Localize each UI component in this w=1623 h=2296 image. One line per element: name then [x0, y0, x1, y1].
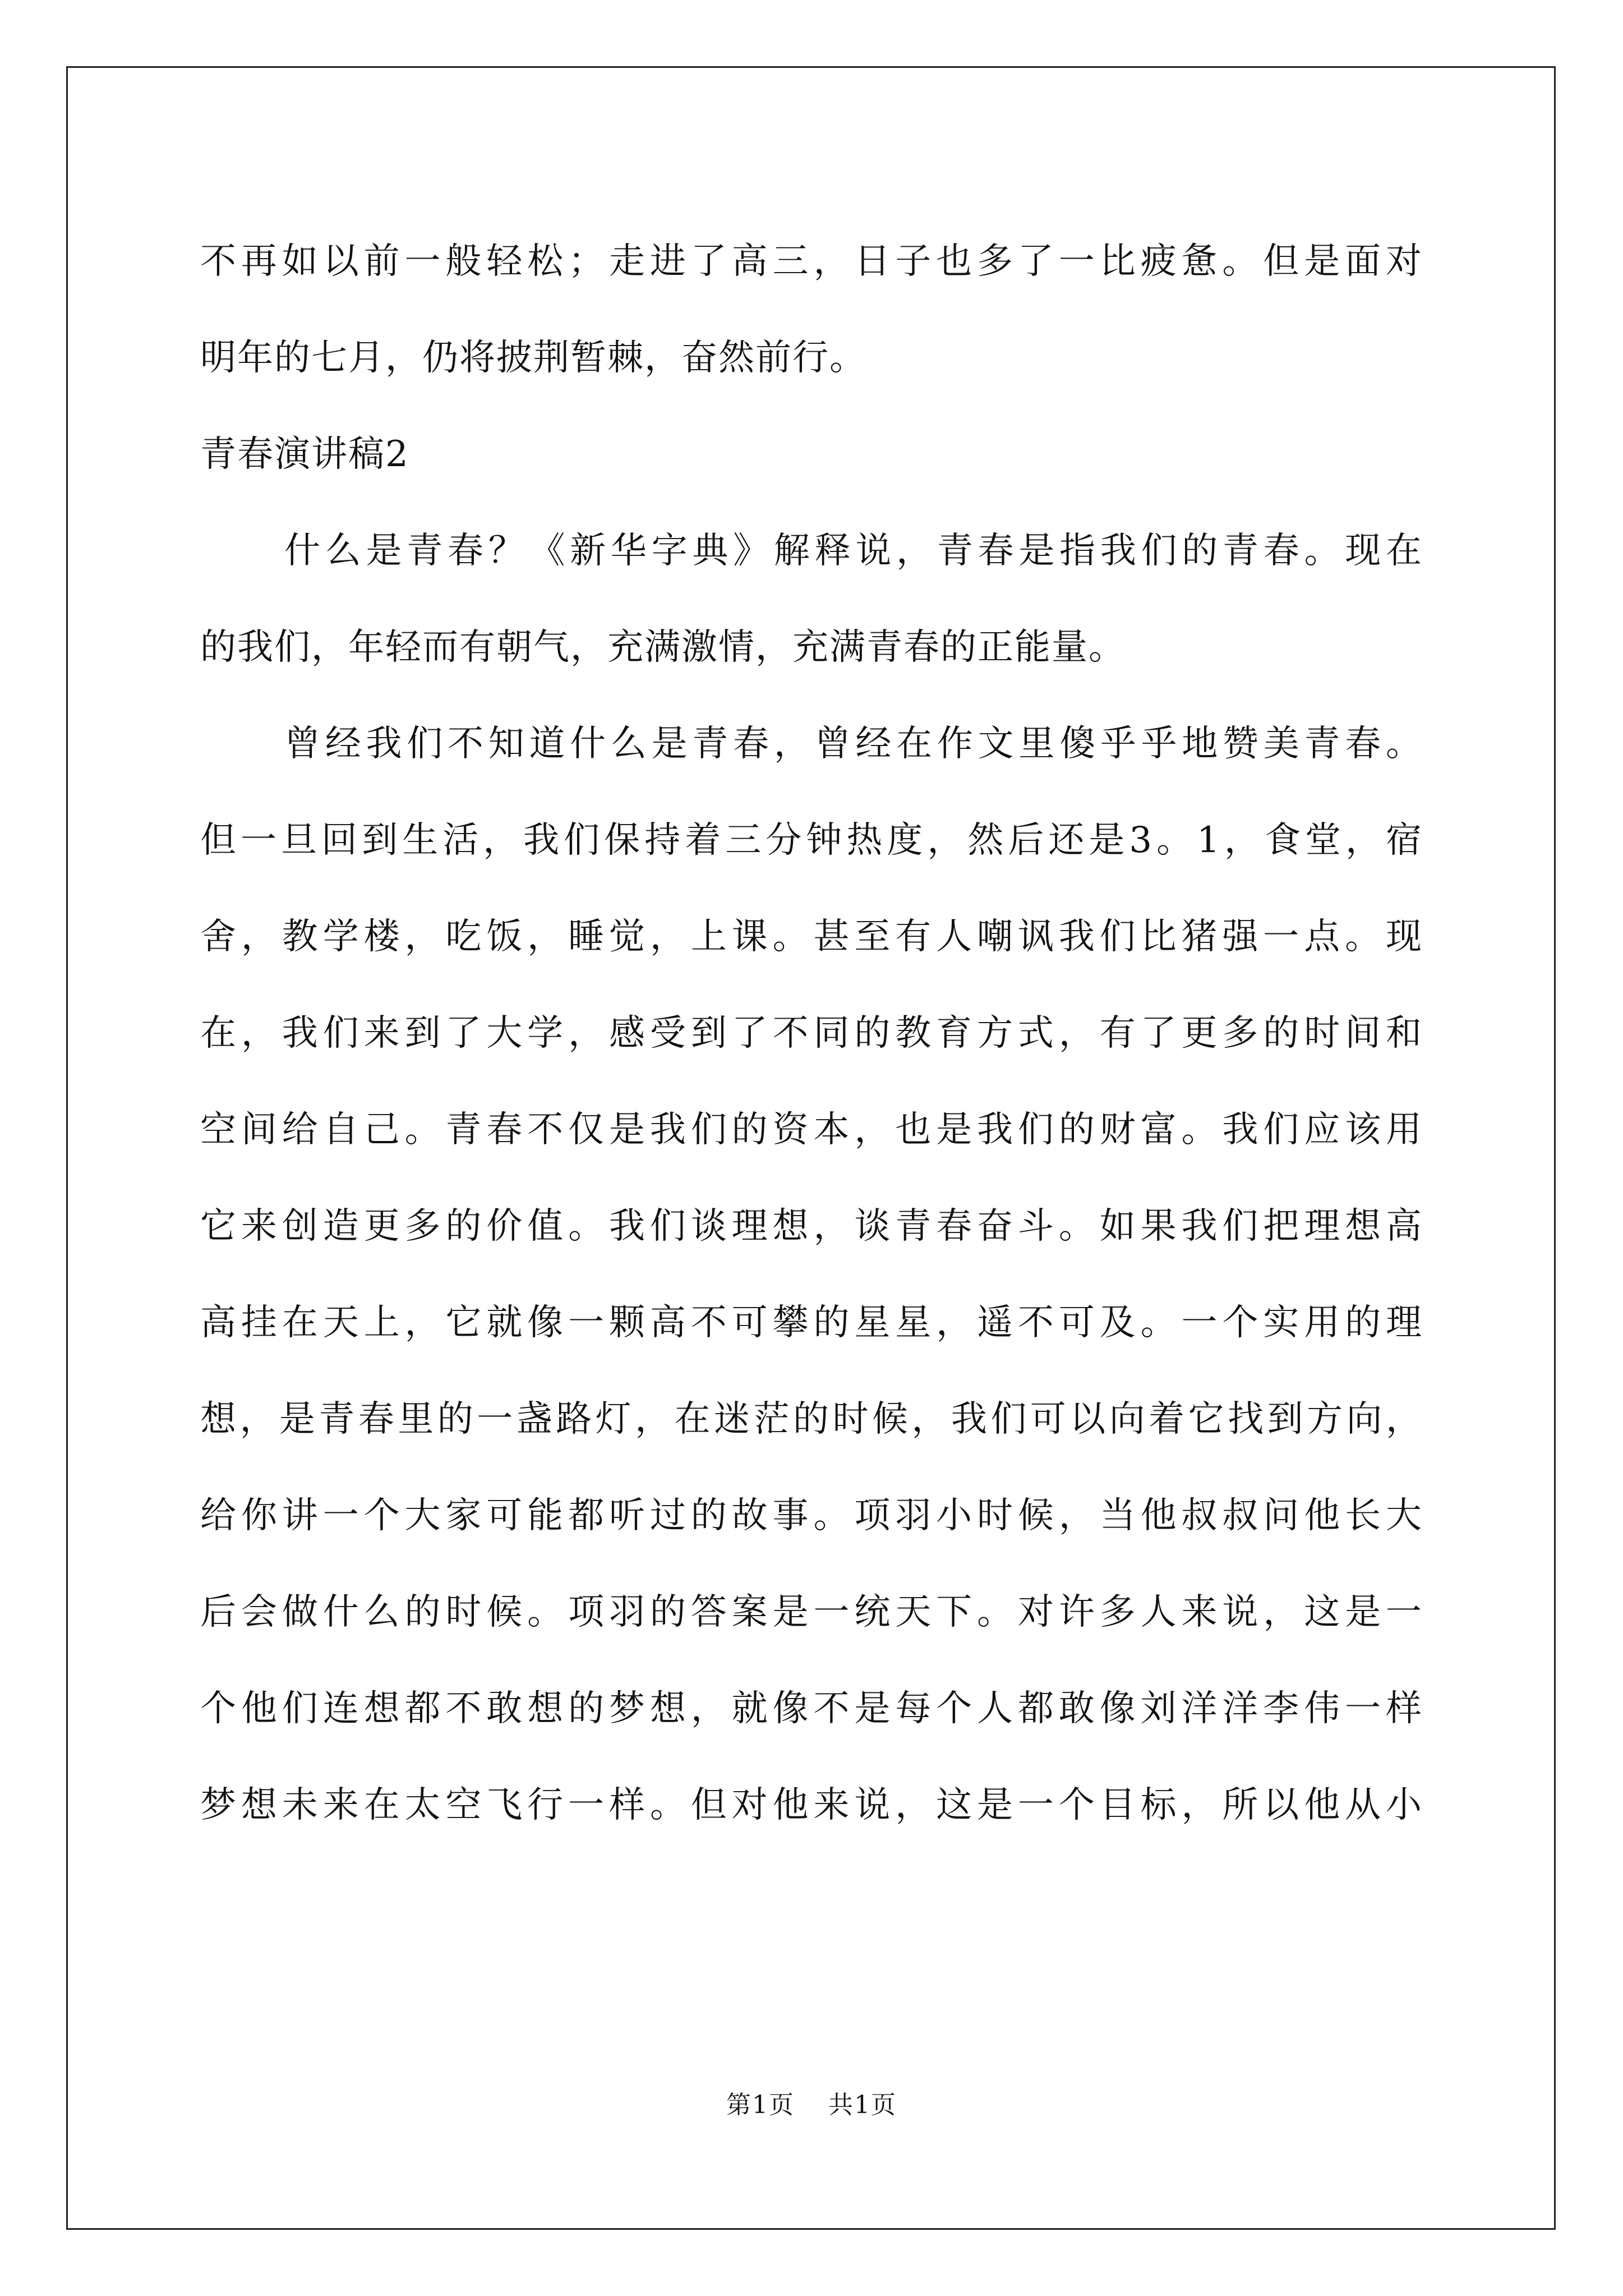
paragraph-line: 在，我们来到了大学，感受到了不同的教育方式，有了更多的时间和 — [200, 1013, 1423, 1054]
page-footer — [0, 2085, 1623, 2120]
paragraph-line: 明年的七月，仍将披荆暂棘，奋然前行。 — [200, 337, 866, 379]
paragraph-line: 的我们，年轻而有朝气，充满激情，充满青春的正能量。 — [200, 627, 1126, 668]
paragraph-line: 梦想未来在太空飞行一样。但对他来说，这是一个目标，所以他从小 — [200, 1784, 1423, 1826]
paragraph-line: 它来创造更多的价值。我们谈理想，谈青春奋斗。如果我们把理想高 — [200, 1205, 1423, 1247]
paragraph-line: 高挂在天上，它就像一颗高不可攀的星星，遥不可及。一个实用的理 — [200, 1302, 1423, 1343]
paragraph-line: 个他们连想都不敢想的梦想，就像不是每个人都敢像刘洋洋李伟一样 — [200, 1688, 1423, 1729]
paragraph-line: 给你讲一个大家可能都听过的故事。项羽小时候，当他叔叔问他长大 — [200, 1495, 1423, 1536]
paragraph-line: 不再如以前一般轻松；走进了高三，日子也多了一比疲惫。但是面对 — [200, 241, 1423, 282]
page-number-total: 共1页 — [828, 2091, 897, 2119]
paragraph-line: 曾经我们不知道什么是青春，曾经在作文里傻乎乎地赞美青春。 — [284, 723, 1423, 765]
paragraph-line: 舍，教学楼，吃饭，睡觉，上课。甚至有人嘲讽我们比猪强一点。现 — [200, 916, 1423, 958]
paragraph-line: 什么是青春？《新华字典》解释说，青春是指我们的青春。现在 — [284, 530, 1423, 572]
page-number-current: 第1页 — [726, 2091, 795, 2119]
paragraph-line: 后会做什么的时候。项羽的答案是一统天下。对许多人来说，这是一 — [200, 1591, 1423, 1633]
paragraph-line: 想，是青春里的一盏路灯，在迷茫的时候，我们可以向着它找到方向， — [200, 1398, 1423, 1440]
paragraph-line: 但一旦回到生活，我们保持着三分钟热度，然后还是3。1，食堂，宿 — [200, 820, 1423, 861]
paragraph-line: 空间给自己。青春不仅是我们的资本，也是我们的财富。我们应该用 — [200, 1109, 1423, 1151]
document-body — [200, 213, 1423, 1853]
section-heading: 青春演讲稿2 — [200, 434, 409, 475]
